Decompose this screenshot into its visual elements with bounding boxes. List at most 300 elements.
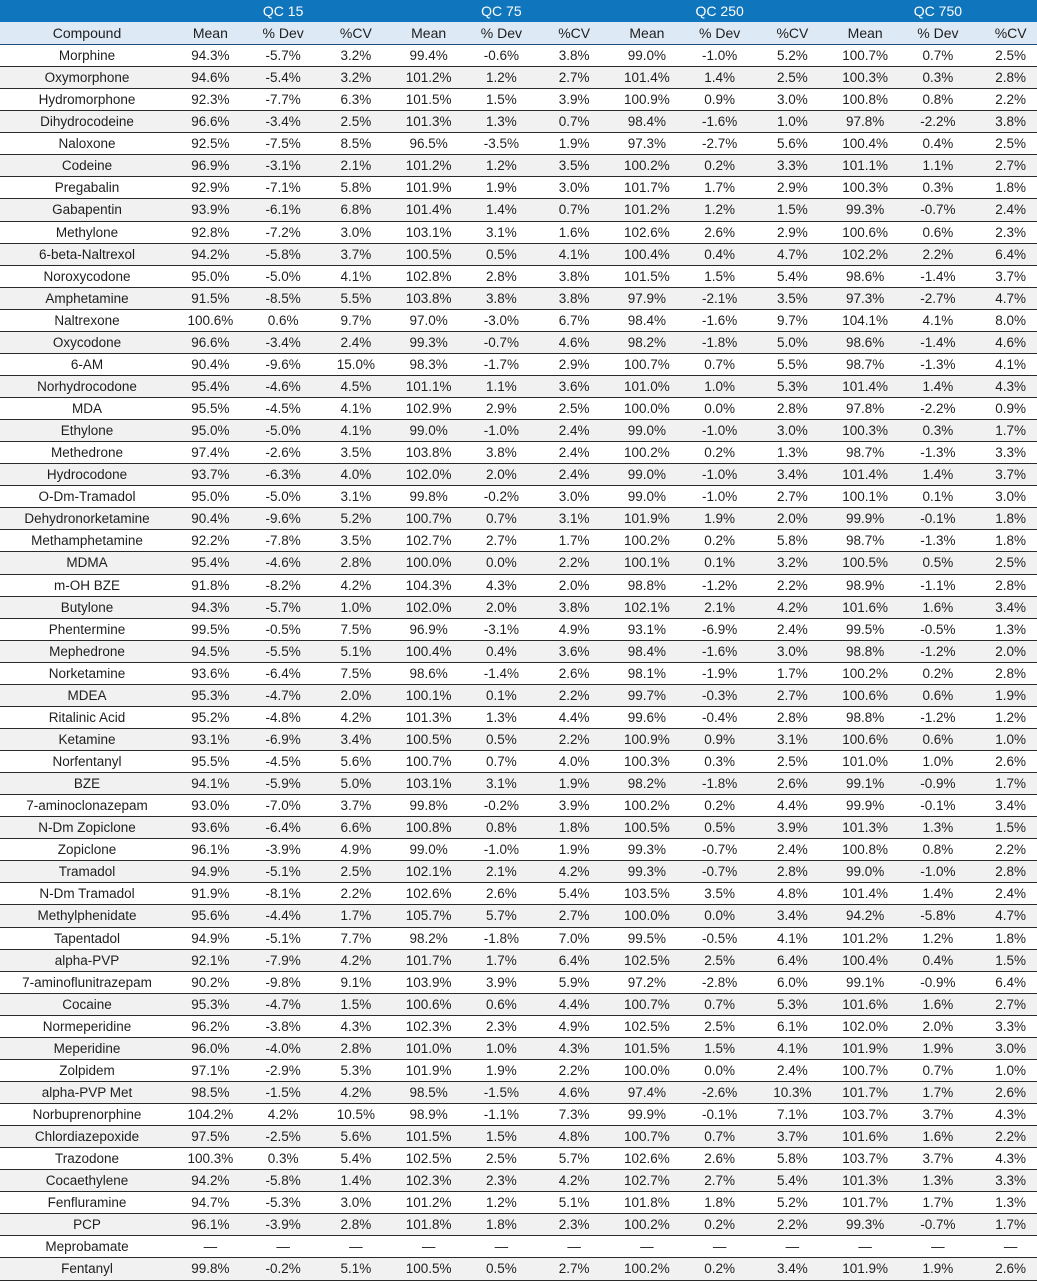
qc250-mean-cell: 99.7% xyxy=(611,684,684,706)
qc75-cv-cell: 4.6% xyxy=(538,1081,611,1103)
qc250-dev-cell: 1.5% xyxy=(683,265,756,287)
qc75-dev-cell: 1.3% xyxy=(465,706,538,728)
qc15-cv-cell: 4.9% xyxy=(320,839,393,861)
qc250-mean-cell: 98.4% xyxy=(611,111,684,133)
qc75-cv-cell: 4.4% xyxy=(538,993,611,1015)
qc250-cv-cell: 2.2% xyxy=(756,574,829,596)
compound-name-cell: 7-aminoflunitrazepam xyxy=(0,971,174,993)
qc15-cv-cell: 2.0% xyxy=(320,684,393,706)
qc750-mean-cell: 102.0% xyxy=(829,1015,902,1037)
qc750-cv-cell: 6.4% xyxy=(974,971,1037,993)
qc15-mean-cell: 94.1% xyxy=(174,773,247,795)
qc75-cv-cell: 2.7% xyxy=(538,1258,611,1280)
compound-name-cell: Codeine xyxy=(0,155,174,177)
qc15-mean-cell: 91.8% xyxy=(174,574,247,596)
qc750-cv-cell: 1.2% xyxy=(974,706,1037,728)
qc750-cv-cell: 3.4% xyxy=(974,596,1037,618)
qc250-dev-cell: 0.9% xyxy=(683,728,756,750)
qc15-dev-cell: -4.6% xyxy=(247,375,320,397)
table-row xyxy=(0,795,1037,817)
qc15-mean-cell: 90.4% xyxy=(174,353,247,375)
compound-column-header: Compound xyxy=(0,22,174,45)
qc15-cv-cell: 10.5% xyxy=(320,1104,393,1126)
qc15-cv-cell: 3.0% xyxy=(320,1192,393,1214)
qc750-dev-cell: -1.1% xyxy=(902,574,975,596)
qc750-cv-cell: 3.3% xyxy=(974,1170,1037,1192)
cv-column-header: %CV xyxy=(974,22,1037,45)
qc75-cv-cell: 2.5% xyxy=(538,398,611,420)
qc250-mean-cell: 100.0% xyxy=(611,1059,684,1081)
qc750-mean-cell: 98.6% xyxy=(829,265,902,287)
qc750-dev-cell: -1.3% xyxy=(902,353,975,375)
qc750-dev-cell: 1.3% xyxy=(902,817,975,839)
qc15-mean-cell: 95.4% xyxy=(174,552,247,574)
qc15-mean-cell: 95.6% xyxy=(174,905,247,927)
qc750-dev-cell: — xyxy=(902,1236,975,1258)
qc75-cv-cell: 4.2% xyxy=(538,1170,611,1192)
qc250-mean-cell: 100.2% xyxy=(611,530,684,552)
qc15-mean-cell: 94.5% xyxy=(174,640,247,662)
qc15-dev-cell: 0.3% xyxy=(247,1148,320,1170)
qc750-cv-cell: 2.5% xyxy=(974,133,1037,155)
qc15-dev-cell: -9.8% xyxy=(247,971,320,993)
qc750-cv-cell: 4.6% xyxy=(974,331,1037,353)
qc250-cv-cell: 3.3% xyxy=(756,155,829,177)
qc15-dev-cell: -7.2% xyxy=(247,221,320,243)
qc75-mean-cell: 100.0% xyxy=(392,552,465,574)
qc15-cv-cell: 4.1% xyxy=(320,420,393,442)
qc750-cv-cell: 8.0% xyxy=(974,309,1037,331)
qc750-mean-cell: 101.4% xyxy=(829,883,902,905)
qc750-mean-cell: 94.2% xyxy=(829,905,902,927)
qc75-mean-cell: 99.0% xyxy=(392,839,465,861)
qc75-cv-cell: 7.3% xyxy=(538,1104,611,1126)
qc15-dev-cell: -6.4% xyxy=(247,662,320,684)
qc15-dev-cell: -4.7% xyxy=(247,684,320,706)
qc75-mean-cell: 102.3% xyxy=(392,1015,465,1037)
compound-name-cell: Meprobamate xyxy=(0,1236,174,1258)
qc15-mean-cell: 96.6% xyxy=(174,111,247,133)
qc75-mean-cell: 98.9% xyxy=(392,1104,465,1126)
qc250-mean-cell: 99.3% xyxy=(611,839,684,861)
qc250-mean-cell: 99.0% xyxy=(611,45,684,67)
table-row xyxy=(0,133,1037,155)
qc75-cv-cell: 1.8% xyxy=(538,817,611,839)
qc750-cv-cell: 1.0% xyxy=(974,728,1037,750)
qc750-cv-cell: 4.3% xyxy=(974,1148,1037,1170)
qc75-cv-cell: 5.4% xyxy=(538,883,611,905)
qc250-cv-cell: 3.4% xyxy=(756,464,829,486)
qc15-cv-cell: 4.5% xyxy=(320,375,393,397)
qc75-mean-cell: 99.8% xyxy=(392,795,465,817)
qc75-dev-cell: -3.1% xyxy=(465,618,538,640)
qc15-cv-cell: 2.8% xyxy=(320,1214,393,1236)
qc15-cv-cell: 4.0% xyxy=(320,464,393,486)
qc250-dev-cell: -1.0% xyxy=(683,45,756,67)
compound-name-cell: Naloxone xyxy=(0,133,174,155)
qc75-cv-cell: 4.0% xyxy=(538,751,611,773)
qc750-dev-cell: 1.6% xyxy=(902,993,975,1015)
qc75-cv-cell: 2.2% xyxy=(538,684,611,706)
qc75-mean-cell: 100.5% xyxy=(392,243,465,265)
qc75-cv-cell: — xyxy=(538,1236,611,1258)
qc250-dev-cell: -1.0% xyxy=(683,420,756,442)
qc750-dev-cell: -0.1% xyxy=(902,508,975,530)
qc75-cv-cell: 2.0% xyxy=(538,574,611,596)
qc15-cv-cell: 9.1% xyxy=(320,971,393,993)
compound-name-cell: Butylone xyxy=(0,596,174,618)
qc250-dev-cell: 0.0% xyxy=(683,1059,756,1081)
qc250-cv-cell: 2.7% xyxy=(756,486,829,508)
qc75-cv-cell: 0.7% xyxy=(538,111,611,133)
qc750-mean-cell: 98.7% xyxy=(829,530,902,552)
table-row xyxy=(0,1104,1037,1126)
qc75-cv-cell: 3.6% xyxy=(538,640,611,662)
qc750-mean-cell: 101.3% xyxy=(829,1170,902,1192)
group-header-qc75: QC 75 xyxy=(392,0,610,22)
qc750-cv-cell: 1.3% xyxy=(974,1192,1037,1214)
qc250-dev-cell: 1.9% xyxy=(683,508,756,530)
qc750-dev-cell: -1.2% xyxy=(902,706,975,728)
qc15-cv-cell: 6.8% xyxy=(320,199,393,221)
qc15-mean-cell: 93.1% xyxy=(174,728,247,750)
qc15-mean-cell: 95.2% xyxy=(174,706,247,728)
qc750-dev-cell: -2.2% xyxy=(902,111,975,133)
qc75-cv-cell: 2.7% xyxy=(538,67,611,89)
qc250-dev-cell: -1.2% xyxy=(683,574,756,596)
qc75-mean-cell: 100.7% xyxy=(392,751,465,773)
qc250-dev-cell: 2.5% xyxy=(683,949,756,971)
qc750-cv-cell: 2.0% xyxy=(974,640,1037,662)
qc750-cv-cell: 1.7% xyxy=(974,773,1037,795)
qc750-cv-cell: 2.2% xyxy=(974,839,1037,861)
qc15-dev-cell: -3.9% xyxy=(247,839,320,861)
table-body xyxy=(0,45,1037,1281)
qc250-dev-cell: -2.7% xyxy=(683,133,756,155)
qc15-dev-cell: -2.6% xyxy=(247,442,320,464)
qc250-mean-cell: 98.4% xyxy=(611,309,684,331)
qc75-cv-cell: 5.9% xyxy=(538,971,611,993)
qc750-mean-cell: 98.8% xyxy=(829,640,902,662)
qc15-mean-cell: 90.4% xyxy=(174,508,247,530)
qc750-cv-cell: 2.8% xyxy=(974,861,1037,883)
table-row xyxy=(0,464,1037,486)
qc75-mean-cell: 100.4% xyxy=(392,640,465,662)
qc750-mean-cell: 100.8% xyxy=(829,89,902,111)
qc75-cv-cell: 2.4% xyxy=(538,442,611,464)
qc75-mean-cell: 102.8% xyxy=(392,265,465,287)
qc750-cv-cell: 2.3% xyxy=(974,221,1037,243)
qc750-dev-cell: 0.8% xyxy=(902,89,975,111)
table-row xyxy=(0,883,1037,905)
qc750-cv-cell: 2.5% xyxy=(974,45,1037,67)
qc75-mean-cell: 102.0% xyxy=(392,464,465,486)
qc75-cv-cell: 2.7% xyxy=(538,905,611,927)
qc15-mean-cell: 94.9% xyxy=(174,861,247,883)
qc75-dev-cell: 0.6% xyxy=(465,993,538,1015)
qc250-dev-cell: 0.9% xyxy=(683,89,756,111)
qc75-mean-cell: 99.8% xyxy=(392,486,465,508)
qc250-cv-cell: 2.5% xyxy=(756,751,829,773)
qc75-mean-cell: 101.4% xyxy=(392,199,465,221)
qc250-cv-cell: 3.2% xyxy=(756,552,829,574)
qc15-cv-cell: 4.2% xyxy=(320,706,393,728)
qc15-dev-cell: -5.7% xyxy=(247,596,320,618)
qc75-mean-cell: 102.5% xyxy=(392,1148,465,1170)
qc15-mean-cell: 96.9% xyxy=(174,155,247,177)
qc250-cv-cell: 2.7% xyxy=(756,684,829,706)
qc15-dev-cell: -3.9% xyxy=(247,1214,320,1236)
compound-name-cell: Oxycodone xyxy=(0,331,174,353)
qc15-dev-cell: -4.6% xyxy=(247,552,320,574)
qc75-cv-cell: 1.6% xyxy=(538,221,611,243)
qc250-dev-cell: -0.4% xyxy=(683,706,756,728)
qc750-dev-cell: 1.4% xyxy=(902,375,975,397)
qc15-cv-cell: 3.1% xyxy=(320,486,393,508)
qc15-cv-cell: 1.7% xyxy=(320,905,393,927)
table-row xyxy=(0,486,1037,508)
qc250-mean-cell: 101.0% xyxy=(611,375,684,397)
table-row xyxy=(0,728,1037,750)
qc15-mean-cell: 95.0% xyxy=(174,265,247,287)
qc15-dev-cell: -4.5% xyxy=(247,398,320,420)
qc75-dev-cell: -1.5% xyxy=(465,1081,538,1103)
qc750-mean-cell: 99.0% xyxy=(829,861,902,883)
qc75-dev-cell: -0.7% xyxy=(465,331,538,353)
qc250-cv-cell: 2.6% xyxy=(756,773,829,795)
qc75-dev-cell: -1.0% xyxy=(465,839,538,861)
qc750-mean-cell: 101.2% xyxy=(829,927,902,949)
table-row xyxy=(0,420,1037,442)
mean-column-header: Mean xyxy=(174,22,247,45)
qc15-dev-cell: -7.7% xyxy=(247,89,320,111)
qc75-cv-cell: 4.2% xyxy=(538,861,611,883)
qc750-dev-cell: 1.1% xyxy=(902,155,975,177)
qc750-mean-cell: 104.1% xyxy=(829,309,902,331)
qc15-dev-cell: -5.4% xyxy=(247,67,320,89)
qc15-cv-cell: 5.8% xyxy=(320,177,393,199)
qc15-dev-cell: 0.6% xyxy=(247,309,320,331)
qc250-mean-cell: 100.2% xyxy=(611,442,684,464)
qc75-dev-cell: 2.0% xyxy=(465,464,538,486)
qc250-dev-cell: 1.2% xyxy=(683,199,756,221)
qc250-cv-cell: 6.1% xyxy=(756,1015,829,1037)
qc750-cv-cell: 4.7% xyxy=(974,905,1037,927)
qc250-dev-cell: 1.8% xyxy=(683,1192,756,1214)
qc250-dev-cell: -0.7% xyxy=(683,861,756,883)
qc15-dev-cell: -5.1% xyxy=(247,861,320,883)
qc15-mean-cell: 93.9% xyxy=(174,199,247,221)
compound-name-cell: Norfentanyl xyxy=(0,751,174,773)
qc15-dev-cell: -5.1% xyxy=(247,927,320,949)
qc75-mean-cell: 102.1% xyxy=(392,861,465,883)
qc250-dev-cell: 0.3% xyxy=(683,751,756,773)
table-row xyxy=(0,89,1037,111)
qc250-cv-cell: 2.2% xyxy=(756,1214,829,1236)
qc75-cv-cell: 4.4% xyxy=(538,706,611,728)
qc75-mean-cell: 99.4% xyxy=(392,45,465,67)
qc75-cv-cell: 1.7% xyxy=(538,530,611,552)
qc750-dev-cell: 0.3% xyxy=(902,177,975,199)
compound-name-cell: Hydrocodone xyxy=(0,464,174,486)
qc15-dev-cell: -3.1% xyxy=(247,155,320,177)
qc250-dev-cell: 0.2% xyxy=(683,442,756,464)
qc75-mean-cell: 96.9% xyxy=(392,618,465,640)
qc250-dev-cell: 0.2% xyxy=(683,1258,756,1280)
compound-name-cell: MDMA xyxy=(0,552,174,574)
compound-name-cell: Cocaine xyxy=(0,993,174,1015)
qc15-dev-cell: -8.5% xyxy=(247,287,320,309)
qc250-cv-cell: 9.7% xyxy=(756,309,829,331)
qc750-cv-cell: 2.6% xyxy=(974,1258,1037,1280)
qc75-mean-cell: 102.3% xyxy=(392,1170,465,1192)
qc75-mean-cell: 101.1% xyxy=(392,375,465,397)
qc15-cv-cell: 2.4% xyxy=(320,331,393,353)
qc15-cv-cell: 5.0% xyxy=(320,773,393,795)
qc75-dev-cell: 5.7% xyxy=(465,905,538,927)
qc250-mean-cell: 99.0% xyxy=(611,486,684,508)
qc750-dev-cell: 0.4% xyxy=(902,949,975,971)
qc750-dev-cell: -1.4% xyxy=(902,265,975,287)
qc750-dev-cell: -0.9% xyxy=(902,773,975,795)
qc75-mean-cell: 101.0% xyxy=(392,1037,465,1059)
qc15-cv-cell: 7.5% xyxy=(320,662,393,684)
table-row xyxy=(0,111,1037,133)
qc250-mean-cell: 98.2% xyxy=(611,773,684,795)
qc75-cv-cell: 2.2% xyxy=(538,1059,611,1081)
group-header-qc15: QC 15 xyxy=(174,0,392,22)
qc250-cv-cell: 6.4% xyxy=(756,949,829,971)
table-row xyxy=(0,574,1037,596)
table-row xyxy=(0,177,1037,199)
qc75-dev-cell: -3.5% xyxy=(465,133,538,155)
qc75-dev-cell: 1.4% xyxy=(465,199,538,221)
table-row xyxy=(0,839,1037,861)
qc15-mean-cell: 92.2% xyxy=(174,530,247,552)
qc250-mean-cell: 101.4% xyxy=(611,67,684,89)
qc250-dev-cell: -6.9% xyxy=(683,618,756,640)
qc250-cv-cell: 5.8% xyxy=(756,1148,829,1170)
compound-name-cell: Norketamine xyxy=(0,662,174,684)
qc15-dev-cell: -5.7% xyxy=(247,45,320,67)
qc750-mean-cell: 97.3% xyxy=(829,287,902,309)
qc750-cv-cell: 2.8% xyxy=(974,574,1037,596)
qc750-mean-cell: 102.2% xyxy=(829,243,902,265)
qc15-dev-cell: -5.3% xyxy=(247,1192,320,1214)
qc75-mean-cell: 101.8% xyxy=(392,1214,465,1236)
qc250-dev-cell: 0.1% xyxy=(683,552,756,574)
qc750-dev-cell: 1.4% xyxy=(902,883,975,905)
qc75-mean-cell: 96.5% xyxy=(392,133,465,155)
qc75-mean-cell: 100.6% xyxy=(392,993,465,1015)
qc250-dev-cell: 3.5% xyxy=(683,883,756,905)
qc250-cv-cell: 4.1% xyxy=(756,927,829,949)
qc75-mean-cell: 99.3% xyxy=(392,331,465,353)
qc250-mean-cell: 102.7% xyxy=(611,1170,684,1192)
qc75-dev-cell: 3.9% xyxy=(465,971,538,993)
qc750-cv-cell: 3.7% xyxy=(974,265,1037,287)
qc250-dev-cell: 0.7% xyxy=(683,1126,756,1148)
qc15-mean-cell: 104.2% xyxy=(174,1104,247,1126)
qc750-dev-cell: -0.7% xyxy=(902,199,975,221)
compound-name-cell: Hydromorphone xyxy=(0,89,174,111)
qc75-dev-cell: -3.0% xyxy=(465,309,538,331)
qc250-dev-cell: 2.1% xyxy=(683,596,756,618)
qc15-cv-cell: 2.5% xyxy=(320,861,393,883)
qc75-dev-cell: 1.5% xyxy=(465,1126,538,1148)
qc15-cv-cell: 5.1% xyxy=(320,1258,393,1280)
qc75-cv-cell: 3.9% xyxy=(538,89,611,111)
qc75-dev-cell: 1.2% xyxy=(465,67,538,89)
qc75-mean-cell: 98.5% xyxy=(392,1081,465,1103)
table-row xyxy=(0,67,1037,89)
qc75-mean-cell: 101.2% xyxy=(392,155,465,177)
qc250-mean-cell: 99.9% xyxy=(611,1104,684,1126)
qc250-dev-cell: 2.6% xyxy=(683,1148,756,1170)
qc15-cv-cell: 9.7% xyxy=(320,309,393,331)
qc15-cv-cell: 7.5% xyxy=(320,618,393,640)
qc750-cv-cell: 2.6% xyxy=(974,1081,1037,1103)
qc750-cv-cell: 1.7% xyxy=(974,420,1037,442)
qc750-mean-cell: 100.3% xyxy=(829,67,902,89)
qc75-dev-cell: 2.3% xyxy=(465,1015,538,1037)
qc250-cv-cell: 3.9% xyxy=(756,817,829,839)
compound-name-cell: Gabapentin xyxy=(0,199,174,221)
qc750-dev-cell: -5.8% xyxy=(902,905,975,927)
compound-name-cell: MDA xyxy=(0,398,174,420)
qc15-cv-cell: 6.3% xyxy=(320,89,393,111)
qc75-dev-cell: 4.3% xyxy=(465,574,538,596)
qc250-dev-cell: -1.9% xyxy=(683,662,756,684)
qc750-dev-cell: 1.9% xyxy=(902,1258,975,1280)
qc250-cv-cell: 2.5% xyxy=(756,67,829,89)
qc750-mean-cell: 97.8% xyxy=(829,111,902,133)
qc15-dev-cell: -5.8% xyxy=(247,1170,320,1192)
qc250-mean-cell: 101.8% xyxy=(611,1192,684,1214)
qc250-cv-cell: 2.4% xyxy=(756,618,829,640)
qc750-dev-cell: 3.7% xyxy=(902,1104,975,1126)
qc75-mean-cell: 103.8% xyxy=(392,442,465,464)
qc15-dev-cell: -4.8% xyxy=(247,706,320,728)
qc750-mean-cell: 99.9% xyxy=(829,795,902,817)
table-row xyxy=(0,1236,1037,1258)
table-row xyxy=(0,45,1037,67)
qc15-mean-cell: 96.1% xyxy=(174,839,247,861)
qc750-cv-cell: 3.4% xyxy=(974,795,1037,817)
qc75-cv-cell: 3.8% xyxy=(538,265,611,287)
qc15-dev-cell: -2.9% xyxy=(247,1059,320,1081)
qc750-dev-cell: -1.3% xyxy=(902,530,975,552)
qc250-cv-cell: 1.5% xyxy=(756,199,829,221)
qc15-mean-cell: 93.6% xyxy=(174,817,247,839)
qc15-cv-cell: 2.5% xyxy=(320,111,393,133)
qc15-cv-cell: 1.4% xyxy=(320,1170,393,1192)
qc250-mean-cell: 101.5% xyxy=(611,265,684,287)
qc750-cv-cell: 2.2% xyxy=(974,89,1037,111)
qc75-dev-cell: 2.0% xyxy=(465,596,538,618)
qc75-cv-cell: 3.6% xyxy=(538,375,611,397)
qc15-mean-cell: 95.5% xyxy=(174,398,247,420)
qc75-dev-cell: 2.6% xyxy=(465,883,538,905)
qc750-cv-cell: 1.8% xyxy=(974,177,1037,199)
qc15-dev-cell: -6.9% xyxy=(247,728,320,750)
qc750-dev-cell: 0.2% xyxy=(902,662,975,684)
compound-name-cell: 6-beta-Naltrexol xyxy=(0,243,174,265)
qc250-dev-cell: -2.1% xyxy=(683,287,756,309)
qc750-dev-cell: -2.2% xyxy=(902,398,975,420)
qc15-cv-cell: 7.7% xyxy=(320,927,393,949)
qc15-cv-cell: 2.8% xyxy=(320,552,393,574)
